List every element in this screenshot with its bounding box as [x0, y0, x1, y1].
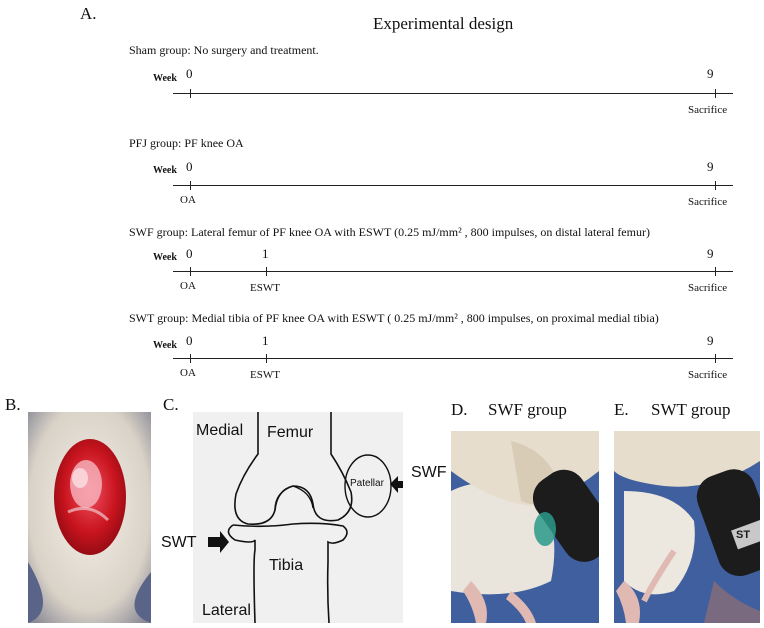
swf-tick-1 — [266, 267, 267, 276]
pfj-sacrifice-label: Sacrifice — [688, 196, 728, 208]
patellar-label: Patellar — [350, 478, 384, 489]
knee-diagram — [193, 412, 403, 623]
sham-tick-9 — [715, 89, 716, 98]
swt-oa-label: OA — [180, 367, 196, 379]
panel-d-title: SWF group — [488, 400, 567, 419]
panel-c-letter: C. — [163, 395, 179, 414]
pfj-group-description: PFJ group: PF knee OA — [129, 136, 244, 150]
sham-group-description: Sham group: No surgery and treatment. — [129, 43, 319, 57]
swt-tick-9-label: 9 — [707, 333, 714, 348]
swt-tick-0-label: 0 — [186, 333, 193, 348]
swt-tick-1-label: 1 — [262, 333, 269, 348]
sham-tick-0-label: 0 — [186, 66, 193, 81]
panel-b-letter: B. — [5, 395, 21, 414]
pfj-tick-0 — [190, 181, 191, 190]
panel-d-letter: D. — [451, 400, 468, 419]
swf-arrow-icon — [390, 476, 403, 493]
pfj-tick-9-label: 9 — [707, 159, 714, 174]
swf-label: SWF — [411, 464, 447, 481]
swt-timeline — [173, 358, 733, 359]
swf-group-description: SWF group: Lateral femur of PF knee OA with ESWT (0.25 mJ/mm² , 800 impulses, on distal lateral femur) — [129, 225, 650, 239]
femur-label: Femur — [267, 424, 314, 441]
pfj-oa-label: OA — [180, 194, 196, 206]
tibia-label: Tibia — [269, 557, 304, 574]
sham-tick-0 — [190, 89, 191, 98]
swf-tick-0 — [190, 267, 191, 276]
device-label: ST — [736, 529, 751, 541]
pfj-tick-9 — [715, 181, 716, 190]
panel-e-title: SWT group — [651, 400, 731, 419]
swf-oa-label: OA — [180, 280, 196, 292]
swt-label: SWT — [161, 534, 197, 551]
panel-a-title: Experimental design — [373, 14, 514, 33]
swt-tick-1 — [266, 354, 267, 363]
swf-tick-9-label: 9 — [707, 246, 714, 261]
swf-tick-0-label: 0 — [186, 246, 193, 261]
swt-tick-9 — [715, 354, 716, 363]
swf-treatment-photo — [451, 431, 599, 623]
swf-eswt-label: ESWT — [250, 282, 280, 294]
pfj-tick-0-label: 0 — [186, 159, 193, 174]
swf-tick-1-label: 1 — [262, 246, 269, 261]
pfj-week-label: Week — [153, 165, 177, 176]
swt-treatment-photo — [614, 431, 760, 623]
sham-week-label: Week — [153, 73, 177, 84]
swf-timeline — [173, 271, 733, 272]
surgery-photo — [28, 412, 151, 623]
swf-tick-9 — [715, 267, 716, 276]
panel-e-letter: E. — [614, 400, 629, 419]
medial-label: Medial — [196, 422, 244, 439]
swt-eswt-label: ESWT — [250, 369, 280, 381]
swt-group-description: SWT group: Medial tibia of PF knee OA with ESWT ( 0.25 mJ/mm² , 800 impulses, on proximal medial tibia) — [129, 311, 659, 325]
sham-timeline — [173, 93, 733, 94]
sham-sacrifice-label: Sacrifice — [688, 104, 728, 116]
swf-sacrifice-label: Sacrifice — [688, 282, 728, 294]
knee-joint-illustration — [193, 412, 403, 623]
swt-tick-0 — [190, 354, 191, 363]
lateral-label: Lateral — [202, 602, 251, 619]
swt-sacrifice-label: Sacrifice — [688, 369, 728, 381]
swf-week-label: Week — [153, 252, 177, 263]
swt-arrow-icon — [208, 531, 229, 553]
panel-a-letter: A. — [80, 4, 97, 23]
pfj-timeline — [173, 185, 733, 186]
sham-tick-9-label: 9 — [707, 66, 714, 81]
swt-week-label: Week — [153, 340, 177, 351]
